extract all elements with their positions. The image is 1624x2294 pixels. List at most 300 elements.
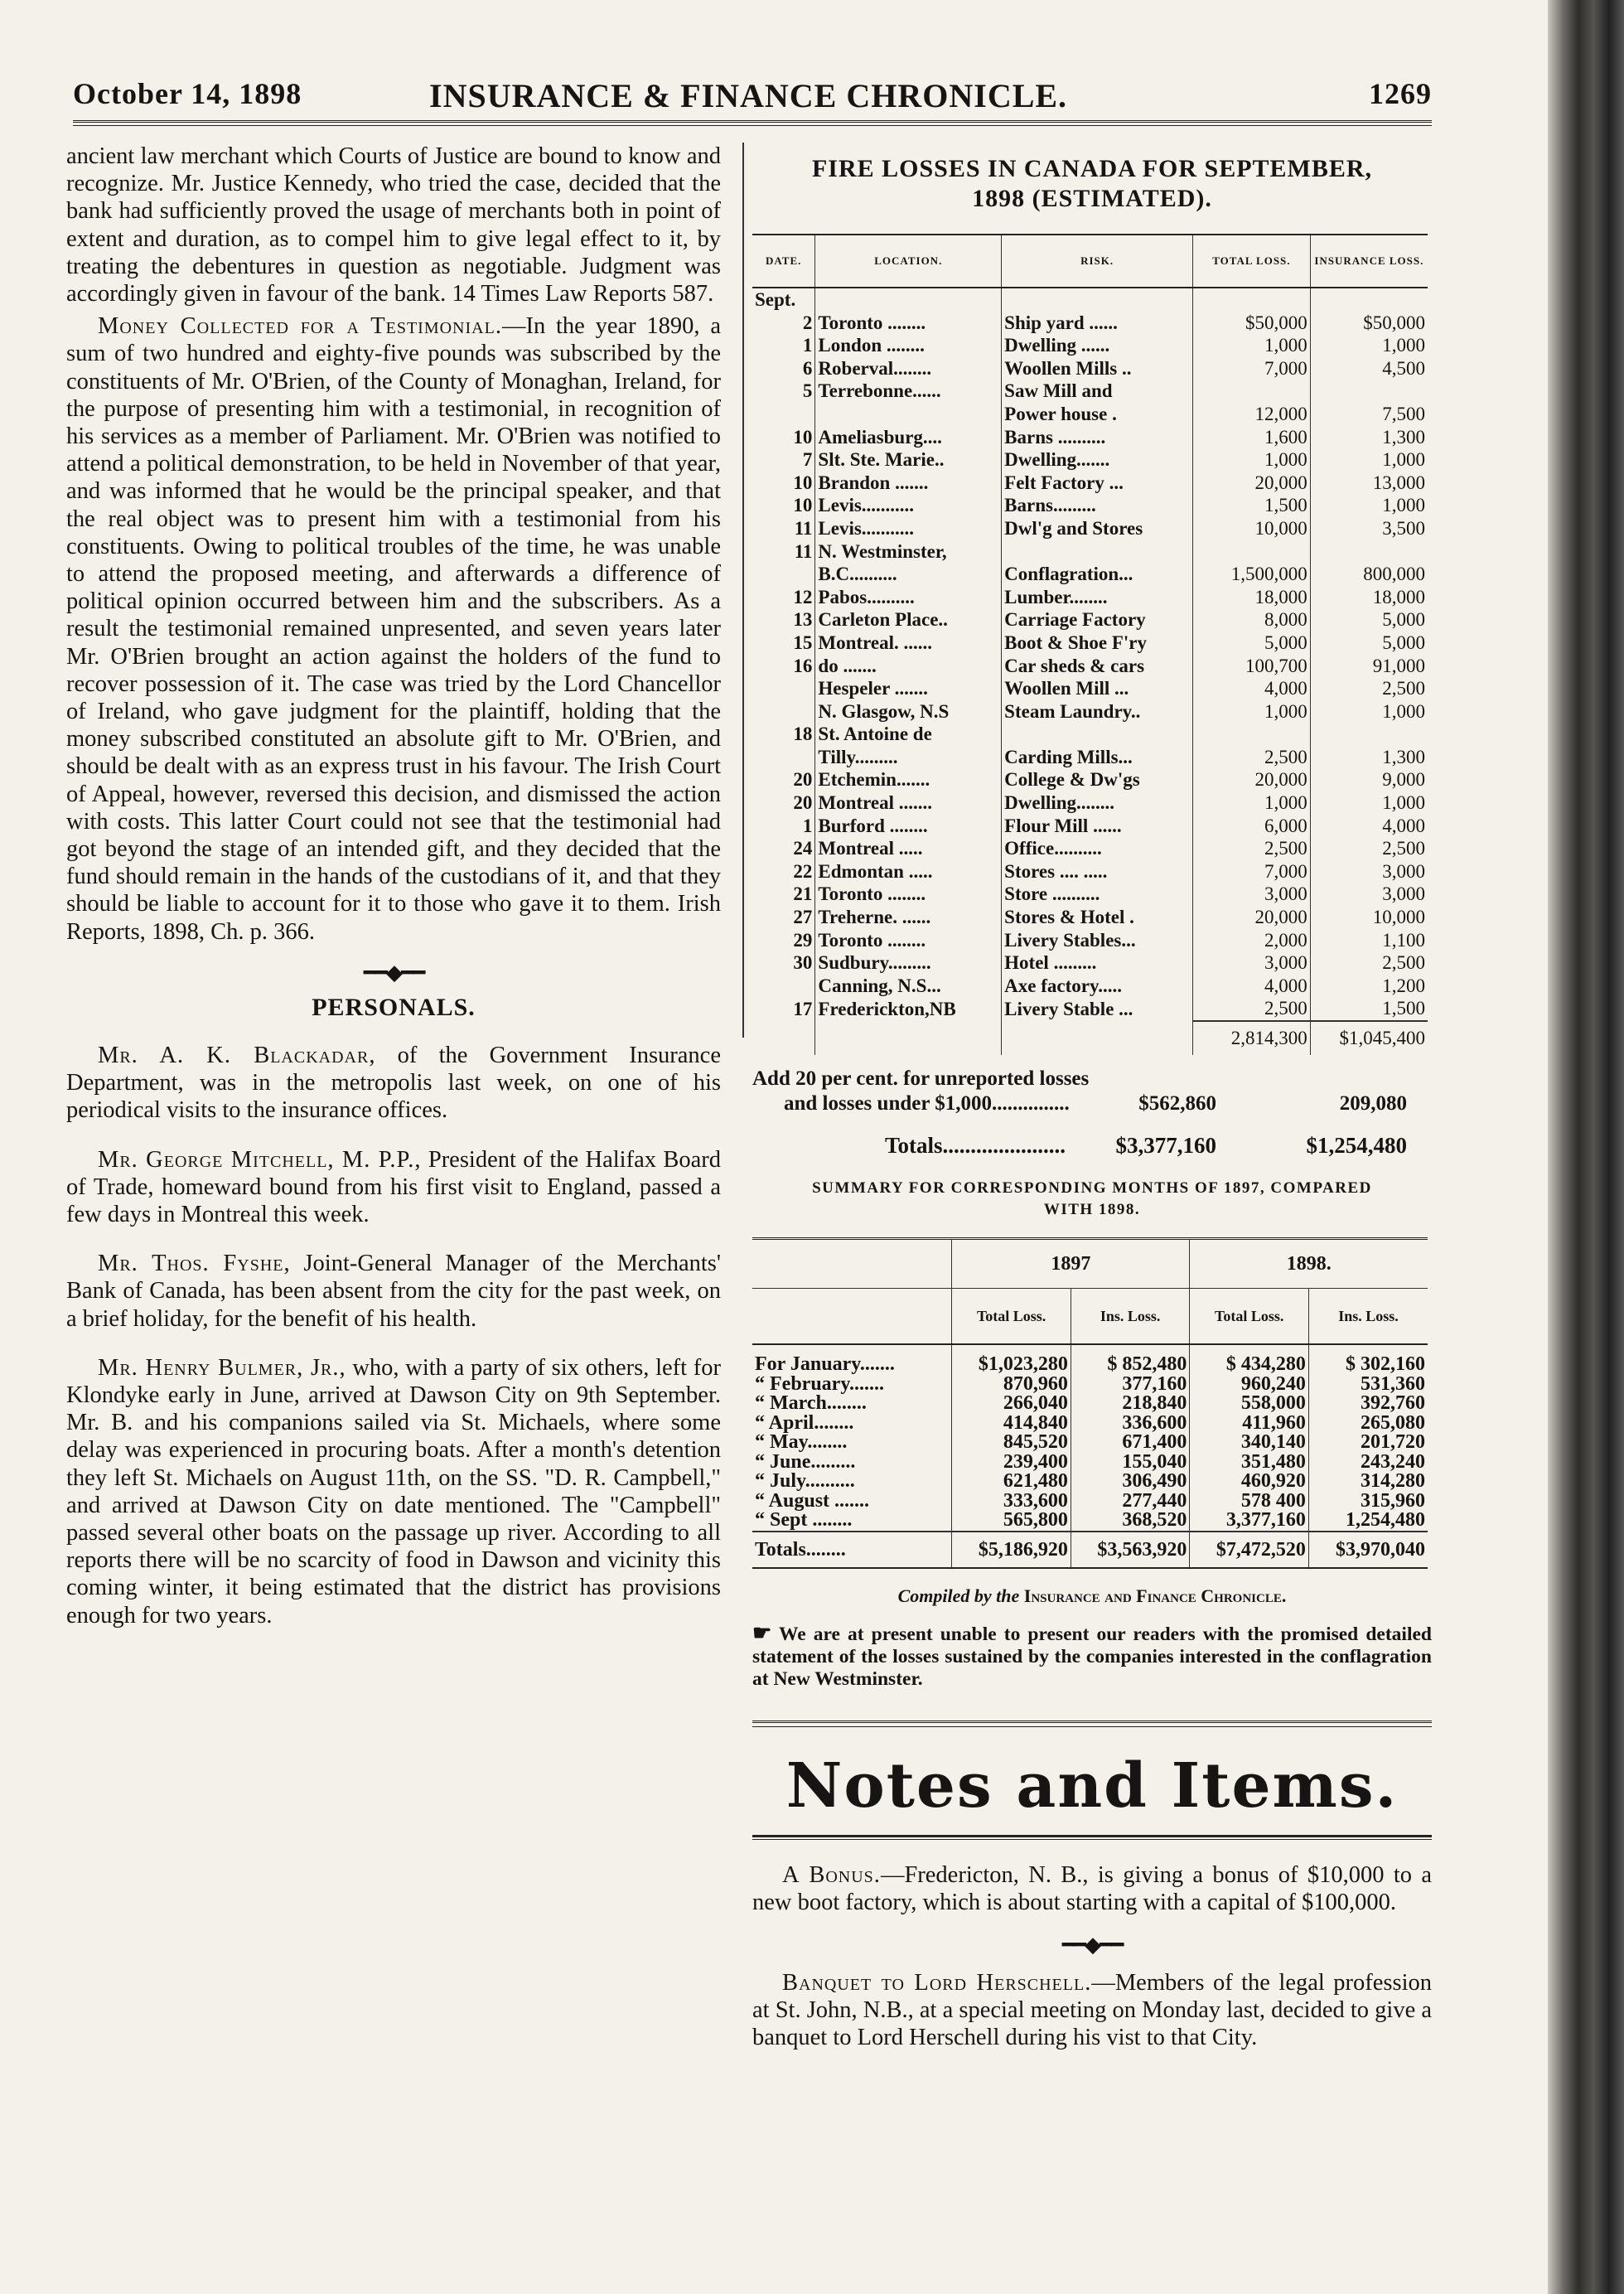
row-insurance-loss: 5,000 <box>1382 632 1425 653</box>
bonus-body: —Fredericton, N. B., is giving a bonus of $10,000 to a new boot factory, which is about starting with a capital of $100,000. <box>752 1861 1432 1915</box>
subhead-ins-loss: Ins. Loss. <box>1308 1289 1428 1345</box>
ornament-divider-icon: ━━◆━━ <box>1061 1932 1123 1957</box>
fire-table-row <box>752 837 1428 860</box>
row-total-loss: 6,000 <box>1193 815 1311 838</box>
notes-and-items-heading: Notes and Items. <box>785 1750 1399 1822</box>
fire-title-line1: FIRE LOSSES IN CANADA FOR SEPTEMBER, <box>811 155 1373 182</box>
fire-table-row <box>752 723 1428 746</box>
personal-name: Mr. Henry Bulmer, Jr., <box>98 1354 346 1381</box>
summary-month: “ February....... <box>752 1375 952 1395</box>
personal-text: of the Government Insurance Department, was in the metropolis last week, on one of his periodical visits to the insurance offices. <box>66 1042 721 1124</box>
fire-table-row <box>752 334 1428 357</box>
summary-table <box>752 1237 1428 1569</box>
summary-value: 531,360 <box>1361 1374 1425 1394</box>
row-location: Toronto ........ <box>815 312 1002 335</box>
fire-table-row <box>752 472 1428 495</box>
row-risk: Ship yard ...... <box>1002 312 1193 335</box>
row-date: 15 <box>752 632 815 655</box>
year-1898: 1898. <box>1190 1239 1428 1289</box>
row-location <box>815 403 1002 426</box>
row-insurance-loss: 1,000 <box>1382 700 1425 722</box>
subhead-ins-loss: Ins. Loss. <box>1071 1289 1190 1345</box>
summary-value: 306,490 <box>1071 1472 1190 1492</box>
left-column <box>66 143 721 1651</box>
row-total-loss: 5,000 <box>1193 632 1311 655</box>
summary-month: “ May........ <box>752 1433 952 1453</box>
summary-row <box>752 1492 1428 1512</box>
fire-table-row <box>752 517 1428 540</box>
law-merchant-paragraph: ancient law merchant which Courts of Justice are bound to know and recognize. Mr. Justice Kennedy, who tried the case, decided that the bank had sufficiently proved the usage of merchants both in point of extent and duration, as to compel him to give legal effect to it, by treating the debentures in question as negotiable. Judgment was accordingly given in favour of the bank. 14 Times Law Reports 587. <box>66 143 721 307</box>
row-date: 10 <box>752 494 815 517</box>
header-title: INSURANCE & FINANCE CHRONICLE. <box>429 77 1068 114</box>
row-total-loss: 2,000 <box>1193 929 1311 952</box>
row-insurance-loss: 1,000 <box>1382 335 1425 356</box>
col-header-date: DATE. <box>752 235 815 288</box>
row-date <box>752 975 815 998</box>
summary-value: 155,040 <box>1071 1453 1190 1473</box>
summary-row <box>752 1433 1428 1453</box>
fire-table-row <box>752 494 1428 517</box>
row-risk: Conflagration... <box>1002 563 1193 586</box>
fire-table-row <box>752 746 1428 769</box>
fire-table-row <box>752 860 1428 883</box>
subtotal-empty-cell <box>1002 1021 1193 1055</box>
fire-table-row <box>752 403 1428 426</box>
row-risk: Woollen Mills .. <box>1002 357 1193 380</box>
row-insurance-loss: 3,000 <box>1382 860 1425 882</box>
bonus-paragraph <box>752 1861 1432 1916</box>
summary-value: 411,960 <box>1190 1414 1309 1434</box>
row-insurance-loss: 2,500 <box>1382 678 1425 699</box>
summary-value: 870,960 <box>952 1375 1071 1395</box>
fire-table-row <box>752 426 1428 449</box>
personal-entry <box>66 1146 721 1229</box>
row-date: 22 <box>752 860 815 883</box>
row-date: 20 <box>752 768 815 791</box>
row-location: Treherne. ...... <box>815 906 1002 929</box>
row-date: 7 <box>752 448 815 472</box>
row-insurance-loss: 800,000 <box>1363 564 1425 585</box>
row-risk <box>1002 723 1193 746</box>
personal-text: who, with a party of six others, left for Klondyke early in June, arrived at Dawson City on 9th September. Mr. B. and his companions sailed via St. Michaels, where some delay was experienced in procuring boats. After a month's detention they left St. Michaels on August 11th, on the SS. "D. R. Campbell," and arrived at Dawson City on date mentioned. The "Campbell" passed several other boats on the passage up river. According to all reports there will be no scarcity of food in Dawson and vicinity this coming winter, it being estimated that the district has provisions enough for two years. <box>66 1354 721 1629</box>
row-date: 2 <box>752 312 815 335</box>
fire-table-row <box>752 608 1428 632</box>
row-date <box>752 746 815 769</box>
fire-totals-total: $3,377,160 <box>1115 1133 1216 1158</box>
row-location: Pabos.......... <box>815 586 1002 609</box>
col-header-location: LOCATION. <box>815 235 1002 288</box>
right-column <box>752 143 1432 2052</box>
summary-total-value: $5,186,920 <box>952 1532 1071 1568</box>
row-date: 18 <box>752 723 815 746</box>
row-total-loss: 4,000 <box>1193 677 1311 700</box>
fire-table-row <box>752 951 1428 975</box>
row-date: 11 <box>752 517 815 540</box>
row-risk: Dwl'g and Stores <box>1002 517 1193 540</box>
row-risk: Saw Mill and <box>1002 380 1193 403</box>
row-risk: Store .......... <box>1002 883 1193 906</box>
col-header-total-loss: TOTAL LOSS. <box>1193 235 1311 288</box>
row-risk: Steam Laundry.. <box>1002 700 1193 724</box>
fire-table-body <box>752 288 1428 1055</box>
notice-text: We are at present unable to present our readers with the promised detailed statement of the losses sustained by the companies interested in the conflagration at New Westminster. <box>752 1623 1432 1690</box>
summary-value: 621,480 <box>952 1472 1071 1492</box>
col-header-insurance-loss: INSURANCE LOSS. <box>1310 235 1428 288</box>
summary-heading-line1: SUMMARY FOR CORRESPONDING MONTHS OF 1897, COMPARED <box>812 1179 1372 1197</box>
row-date <box>752 677 815 700</box>
summary-month: “ August ....... <box>752 1492 952 1512</box>
summary-month: “ June......... <box>752 1453 952 1473</box>
row-date: 30 <box>752 951 815 975</box>
row-risk: Woollen Mill ... <box>1002 677 1193 700</box>
row-date: 20 <box>752 791 815 815</box>
row-location: Frederickton,NB <box>815 997 1002 1021</box>
row-insurance-loss: $50,000 <box>1363 312 1425 333</box>
row-insurance-loss: 1,200 <box>1382 975 1425 996</box>
compiled-prefix: Compiled by the <box>897 1585 1020 1606</box>
subhead-total-loss: Total Loss. <box>1190 1289 1309 1345</box>
summary-value: 558,000 <box>1190 1394 1309 1414</box>
fire-table-row <box>752 632 1428 655</box>
fire-table-row <box>752 997 1428 1021</box>
summary-subheader-row <box>752 1289 1428 1345</box>
row-insurance-loss: 3,500 <box>1382 517 1425 539</box>
row-date <box>752 700 815 724</box>
summary-totals-label: Totals........ <box>752 1532 952 1568</box>
row-location: Carleton Place.. <box>815 608 1002 632</box>
summary-value: $ 852,480 <box>1071 1344 1190 1375</box>
fire-totals-label: Totals...................... <box>885 1133 1066 1158</box>
fire-table-row <box>752 563 1428 586</box>
summary-month: “ March........ <box>752 1394 952 1414</box>
summary-value: 336,600 <box>1071 1414 1190 1434</box>
row-location: Edmontan ..... <box>815 860 1002 883</box>
row-total-loss: 7,000 <box>1193 860 1311 883</box>
summary-value: 266,040 <box>952 1394 1071 1414</box>
fire-losses-table <box>752 234 1428 1055</box>
summary-value: $ 302,160 <box>1346 1353 1425 1375</box>
row-risk: Dwelling........ <box>1002 791 1193 815</box>
subtotal-total-loss: 2,814,300 <box>1193 1021 1311 1055</box>
fire-table-header <box>752 235 1428 288</box>
personal-text: President of the Halifax Board of Trade, homeward bound from his first visit to England, passed a few days in Montreal this week. <box>66 1146 721 1227</box>
banquet-body: —Members of the legal profession at St. John, N.B., at a special meeting on Monday last, decided to give a banquet to Lord Herschell during his vist to that City. <box>752 1969 1432 2051</box>
row-date: 10 <box>752 472 815 495</box>
fire-table-row <box>752 540 1428 564</box>
add-line-1: Add 20 per cent. for unreported losses <box>752 1067 1090 1090</box>
row-insurance-loss: 5,000 <box>1382 609 1425 631</box>
subtotal-empty-cell <box>752 1021 815 1055</box>
testimonial-body: —In the year 1890, a sum of two hundred and eighty-five pounds was subscribed by the constituents of Mr. O'Brien, of the County of Monaghan, Ireland, for the purpose of presenting him with a testimonial, in recognition of his services as a member of Parliament. Mr. O'Brien was notified to attend a political demonstration, to be held in November of that year, and was informed that he would be the principal speaker, and that the real object was to present him with a testimonial from his constituents. Owing to political troubles of the time, he was unable to attend the proposed meeting, and afterwards a difference of political opinion occurred between him and the subscribers. As a result the testimonial remained unpresented, and seven years later Mr. O'Brien brought an action against the holders of the fund to recover possession of it. The case was tried by the Lord Chancellor of Ireland, who gave judgment for the plaintiff, holding that the money subscribed constituted an absolute gift to Mr. O'Brien, and should be dealt with as an express trust in his favour. The Irish Court of Appeal, however, reversed this decision, and dismissed the action with costs. This latter Court could not see that the testimonial had got beyond the stage of an intended gift, and they decided that the fund should remain in the hands of the custodians of it, and that they should be liable to account for it to those who gave it to them. Irish Reports, 1898, Ch. p. 366. <box>66 313 721 945</box>
summary-value: 201,720 <box>1361 1433 1425 1453</box>
add-line-2: and losses under $1,000............... <box>784 1092 1070 1115</box>
summary-year-row <box>752 1239 1428 1289</box>
row-risk: Office.......... <box>1002 837 1193 860</box>
row-insurance-loss <box>1310 380 1428 403</box>
row-risk: Dwelling....... <box>1002 448 1193 472</box>
row-risk: Livery Stables... <box>1002 929 1193 952</box>
summary-value: 218,840 <box>1071 1394 1190 1414</box>
row-date: 6 <box>752 357 815 380</box>
row-total-loss: 1,600 <box>1193 426 1311 449</box>
header-rule <box>73 120 1432 126</box>
summary-row <box>752 1453 1428 1473</box>
row-total-loss: 2,500 <box>1193 746 1311 769</box>
row-location: Sudbury......... <box>815 951 1002 975</box>
row-risk: Livery Stable ... <box>1002 997 1193 1021</box>
row-insurance-loss: 1,300 <box>1382 746 1425 767</box>
fire-totals-line <box>752 1125 1432 1168</box>
fire-table-row <box>752 975 1428 998</box>
fire-subtotal-row <box>752 1021 1428 1055</box>
summary-row <box>752 1511 1428 1532</box>
row-risk: Lumber........ <box>1002 586 1193 609</box>
row-total-loss: 1,000 <box>1193 791 1311 815</box>
row-risk: Barns .......... <box>1002 426 1193 449</box>
row-date: 29 <box>752 929 815 952</box>
row-total-loss <box>1193 540 1311 564</box>
summary-value: $1,023,280 <box>952 1344 1071 1375</box>
row-total-loss: 8,000 <box>1193 608 1311 632</box>
row-risk: Dwelling ...... <box>1002 334 1193 357</box>
row-location: Brandon ....... <box>815 472 1002 495</box>
fire-title-line2: 1898 (ESTIMATED). <box>972 185 1212 212</box>
summary-value: 565,800 <box>952 1511 1071 1532</box>
summary-value: 392,760 <box>1361 1394 1425 1414</box>
row-total-loss: 12,000 <box>1193 403 1311 426</box>
row-insurance-loss: 9,000 <box>1382 769 1425 791</box>
row-date: 10 <box>752 426 815 449</box>
page-number: 1269 <box>1369 77 1432 110</box>
bonus-heading: A Bonus. <box>782 1861 881 1888</box>
row-location: Montreal ..... <box>815 837 1002 860</box>
row-total-loss: 20,000 <box>1193 768 1311 791</box>
row-insurance-loss: 18,000 <box>1372 586 1425 607</box>
fire-table-row <box>752 768 1428 791</box>
row-date: 1 <box>752 815 815 838</box>
fire-table-row <box>752 929 1428 952</box>
row-total-loss: 20,000 <box>1193 906 1311 929</box>
fire-totals-ins: $1,254,480 <box>1306 1133 1407 1158</box>
notes-bottom-rule <box>752 1835 1432 1840</box>
row-total-loss: 1,000 <box>1193 334 1311 357</box>
row-location: Montreal. ...... <box>815 632 1002 655</box>
row-insurance-loss <box>1310 723 1428 746</box>
row-total-loss: 7,000 <box>1193 357 1311 380</box>
add-total-loss: $562,860 <box>1138 1092 1216 1115</box>
row-location: Levis........... <box>815 517 1002 540</box>
row-total-loss: 1,500,000 <box>1193 563 1311 586</box>
fire-table-row <box>752 700 1428 724</box>
personal-entry <box>66 1354 721 1629</box>
testimonial-paragraph <box>66 312 721 946</box>
summary-value: 578 400 <box>1190 1492 1309 1512</box>
row-location: N. Glasgow, N.S <box>815 700 1002 724</box>
row-total-loss: 4,000 <box>1193 975 1311 998</box>
row-risk: College & Dw'gs <box>1002 768 1193 791</box>
summary-value: 377,160 <box>1071 1375 1190 1395</box>
personal-entry <box>66 1042 721 1125</box>
row-risk: Carriage Factory <box>1002 608 1193 632</box>
summary-month: “ July.......... <box>752 1472 952 1492</box>
summary-row <box>752 1414 1428 1434</box>
row-location: B.C.......... <box>815 563 1002 586</box>
summary-value: 314,280 <box>1361 1472 1425 1492</box>
summary-value: 671,400 <box>1071 1433 1190 1453</box>
fire-table-row <box>752 883 1428 906</box>
row-risk: Carding Mills... <box>1002 746 1193 769</box>
summary-value: 1,254,480 <box>1346 1511 1425 1531</box>
row-insurance-loss: 4,500 <box>1382 357 1425 379</box>
row-location: N. Westminster, <box>815 540 1002 564</box>
row-location: Canning, N.S... <box>815 975 1002 998</box>
add-insurance-loss: 209,080 <box>1339 1092 1407 1115</box>
row-location: London ........ <box>815 334 1002 357</box>
westminster-notice <box>752 1622 1432 1691</box>
ornament-divider-icon: ━━◆━━ <box>363 960 424 985</box>
row-risk: Barns......... <box>1002 494 1193 517</box>
summary-month: “ April........ <box>752 1414 952 1434</box>
subtotal-empty-cell <box>815 1021 1002 1055</box>
row-date: 12 <box>752 586 815 609</box>
row-date <box>752 403 815 426</box>
row-location: Burford ........ <box>815 815 1002 838</box>
row-risk: Power house . <box>1002 403 1193 426</box>
summary-total-value: $3,563,920 <box>1071 1532 1190 1568</box>
row-date: 1 <box>752 334 815 357</box>
row-date: 21 <box>752 883 815 906</box>
personal-name: Mr. George Mitchell, M. P.P., <box>98 1146 422 1173</box>
personal-name: Mr. Thos. Fyshe, <box>98 1251 291 1277</box>
summary-heading <box>752 1178 1432 1221</box>
row-date: 17 <box>752 997 815 1021</box>
personal-text: Joint-General Manager of the Merchants' Bank of Canada, has been absent from the city for the past week, on a brief holiday, for the benefit of his health. <box>66 1251 721 1332</box>
col-header-risk: RISK. <box>1002 235 1193 288</box>
page-header <box>73 76 1432 118</box>
row-date: 5 <box>752 380 815 403</box>
summary-value: 265,080 <box>1361 1413 1425 1433</box>
row-insurance-loss: 1,500 <box>1382 998 1425 1019</box>
fire-table-row <box>752 448 1428 472</box>
summary-row <box>752 1472 1428 1492</box>
summary-row <box>752 1344 1428 1375</box>
row-total-loss: 2,500 <box>1193 997 1311 1021</box>
fire-losses-title <box>752 154 1432 214</box>
summary-value: 460,920 <box>1190 1472 1309 1492</box>
row-total-loss: 1,000 <box>1193 448 1311 472</box>
year-1897: 1897 <box>952 1239 1190 1289</box>
fire-table-row <box>752 655 1428 678</box>
banquet-heading: Banquet to Lord Herschell. <box>782 1969 1092 1996</box>
row-total-loss: 10,000 <box>1193 517 1311 540</box>
summary-month: “ Sept ........ <box>752 1511 952 1532</box>
summary-value: 315,960 <box>1361 1491 1425 1511</box>
row-location: Tilly......... <box>815 746 1002 769</box>
row-insurance-loss: 3,000 <box>1382 883 1425 905</box>
column-divider <box>742 143 744 1038</box>
row-date: 13 <box>752 608 815 632</box>
summary-value: 351,480 <box>1190 1453 1309 1473</box>
row-total-loss <box>1193 723 1311 746</box>
summary-value: 333,600 <box>952 1492 1071 1512</box>
subhead-total-loss: Total Loss. <box>952 1289 1071 1345</box>
month-label: Sept. <box>752 288 815 312</box>
summary-value: 243,240 <box>1361 1452 1425 1472</box>
row-location: Hespeler ....... <box>815 677 1002 700</box>
testimonial-heading: Money Collected for a Testimonial. <box>98 313 502 340</box>
fire-table-row <box>752 357 1428 380</box>
summary-value: 239,400 <box>952 1453 1071 1473</box>
row-total-loss: 1,000 <box>1193 700 1311 724</box>
row-total-loss: 20,000 <box>1193 472 1311 495</box>
fire-table-row <box>752 677 1428 700</box>
row-risk: Felt Factory ... <box>1002 472 1193 495</box>
row-total-loss <box>1193 380 1311 403</box>
row-date: 24 <box>752 837 815 860</box>
row-total-loss: 1,500 <box>1193 494 1311 517</box>
row-insurance-loss: 4,000 <box>1382 815 1425 836</box>
row-location: Etchemin....... <box>815 768 1002 791</box>
row-risk: Axe factory..... <box>1002 975 1193 998</box>
row-location: Toronto ........ <box>815 883 1002 906</box>
subtotal-insurance-loss: $1,045,400 <box>1310 1021 1428 1055</box>
fire-table-row <box>752 906 1428 929</box>
row-insurance-loss: 1,000 <box>1382 449 1425 471</box>
row-risk: Stores .... ..... <box>1002 860 1193 883</box>
row-risk <box>1002 540 1193 564</box>
personal-name: Mr. A. K. Blackadar, <box>98 1042 376 1068</box>
summary-total-value: $7,472,520 <box>1190 1532 1309 1568</box>
row-location: do ....... <box>815 655 1002 678</box>
summary-row <box>752 1375 1428 1395</box>
row-location: Ameliasburg.... <box>815 426 1002 449</box>
summary-value: 960,240 <box>1190 1375 1309 1395</box>
summary-row <box>752 1394 1428 1414</box>
row-date <box>752 563 815 586</box>
summary-value: 845,520 <box>952 1433 1071 1453</box>
row-location: St. Antoine de <box>815 723 1002 746</box>
summary-value: 368,520 <box>1071 1511 1190 1532</box>
add-percent-line <box>752 1067 1432 1116</box>
row-insurance-loss <box>1310 540 1428 564</box>
compiled-name: Insurance and Finance Chronicle. <box>1023 1585 1287 1606</box>
fire-table-row <box>752 815 1428 838</box>
summary-total-value: $3,970,040 <box>1308 1532 1428 1568</box>
header-date: October 14, 1898 <box>73 77 302 110</box>
row-total-loss: 18,000 <box>1193 586 1311 609</box>
compiled-credit <box>752 1585 1432 1607</box>
summary-value: 3,377,160 <box>1190 1511 1309 1532</box>
row-insurance-loss: 1,100 <box>1382 929 1425 951</box>
row-insurance-loss: 91,000 <box>1372 655 1425 676</box>
row-risk: Stores & Hotel . <box>1002 906 1193 929</box>
row-insurance-loss: 1,300 <box>1382 426 1425 448</box>
row-total-loss: 3,000 <box>1193 883 1311 906</box>
row-insurance-loss: 10,000 <box>1372 907 1425 928</box>
row-date: 27 <box>752 906 815 929</box>
summary-totals-row <box>752 1532 1428 1568</box>
notes-top-rule <box>752 1720 1432 1727</box>
summary-table-body <box>752 1344 1428 1568</box>
personals-heading: PERSONALS. <box>312 993 476 1021</box>
pointing-hand-icon: ☛ <box>752 1620 772 1645</box>
row-insurance-loss: 1,000 <box>1382 495 1425 516</box>
month-row <box>752 288 1428 312</box>
row-total-loss: 2,500 <box>1193 837 1311 860</box>
row-location: Roberval........ <box>815 357 1002 380</box>
row-date: 11 <box>752 540 815 564</box>
fire-table-row <box>752 380 1428 403</box>
